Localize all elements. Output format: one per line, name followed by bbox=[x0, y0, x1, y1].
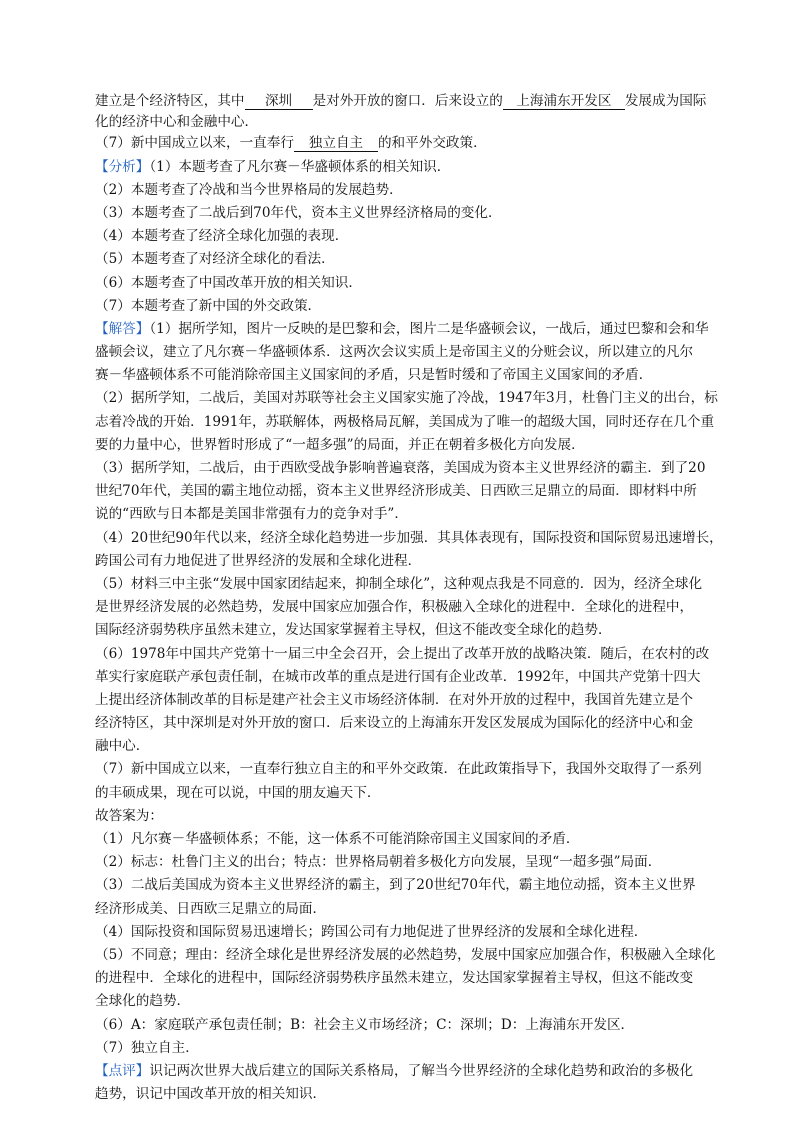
text-line: 的丰硕成果，现在可以说，中国的朋友遍天下． bbox=[95, 784, 381, 801]
text-span: （7）新中国成立以来，一直奉行 bbox=[95, 135, 294, 152]
text-span: 发展成为国际 bbox=[624, 93, 707, 109]
solution-line bbox=[95, 318, 715, 341]
text-span: （1）据所学知，图片一反映的是巴黎和会，图片二是华盛顿会议，一战后，通过巴黎和会和华 bbox=[149, 320, 709, 337]
text-line: 的进程中．全球化的进程中，国际经济弱势秩序虽然未建立，发达国家掌握着主导权，但这不能改变 bbox=[95, 970, 694, 987]
text-line: 赛－华盛顿体系不可能消除帝国主义国家间的矛盾，只是暂时缓和了帝国主义国家间的矛盾． bbox=[95, 367, 653, 384]
text-line: 革实行家庭联产承包责任制，在城市改革的重点是进行国有企业改革．1992年，中国共产党第十四大 bbox=[95, 668, 701, 685]
text-span: 的和平外交政策． bbox=[377, 135, 487, 152]
text-line: 说的“西欧与日本都是美国非常强有力的竞争对手”． bbox=[95, 506, 408, 523]
text-line: （4）本题考查了经济全球化加强的表现． bbox=[95, 228, 349, 245]
text-line: （6）A：家庭联产承包责任制；B：社会主义市场经济；C：深圳；D：上海浦东开发区． bbox=[95, 1016, 635, 1033]
text-line: （3）据所学知，二战后，由于西欧受战争影响普遍衰落，美国成为资本主义世界经济的霸主．到了20 bbox=[95, 460, 706, 476]
text-line: 要的力量中心，世界暂时形成了“一超多强”的局面，并正在朝着多极化方向发展． bbox=[95, 436, 585, 453]
fill-blank-answer: 独立自主 bbox=[294, 135, 378, 152]
text-line: （1）凡尔赛－华盛顿体系；不能，这一体系不可能消除帝国主义国家间的矛盾． bbox=[95, 831, 580, 847]
text-line: 国际经济弱势秩序虽然未建立，发达国家掌握着主导权，但这不能改变全球化的趋势． bbox=[95, 622, 612, 639]
text-line: 全球化的趋势． bbox=[95, 993, 191, 1010]
text-line: 盛顿会议，建立了凡尔赛－华盛顿体系．这两次会议实质上是帝国主义的分赃会议，所以建立的凡尔 bbox=[95, 344, 694, 361]
text-line: 跨国公司有力地促进了世界经济的发展和全球化进程． bbox=[95, 552, 422, 569]
text-line: （3）二战后美国成为资本主义世界经济的霸主，到了20世纪70年代，霸主地位动摇，资本主义世界 bbox=[95, 877, 696, 894]
text-line: （4）20世纪90年代以来，经济全球化趋势进一步加强．其具体表现有，国际投资和国际贸易迅速增长， bbox=[95, 529, 723, 546]
text-line: （5）材料三中主张“发展中国家团结起来，抑制全球化”，这种观点我是不同意的．因为，经济全球化 bbox=[95, 575, 703, 592]
text-span: 识记两次世界大战后建立的国际关系格局，了解当今世界经济的全球化趋势和政治的多极化 bbox=[149, 1062, 694, 1079]
text-line: （2）标志：杜鲁门主义的出台；特点：世界格局朝着多极化方向发展，呈现“一超多强”局面． bbox=[95, 854, 662, 871]
analysis-line bbox=[95, 156, 715, 179]
fill-blank-answer: 上海浦东开发区 bbox=[503, 93, 625, 110]
answer-explanation bbox=[95, 90, 723, 1106]
text-line: （2）据所学知，二战后，美国对苏联等社会主义国家实施了冷战，1947年3月，杜鲁门主义的出台，标 bbox=[95, 390, 718, 407]
text-line: （2）本题考查了冷战和当今世界格局的发展趋势． bbox=[95, 181, 403, 198]
text-line: 融中心． bbox=[95, 738, 150, 755]
text-span: 建立是个经济特区，其中 bbox=[95, 93, 245, 109]
text-line: （7）本题考查了新中国的外交政策． bbox=[95, 297, 322, 314]
text-line bbox=[95, 90, 715, 113]
text-line: （6）本题考查了中国改革开放的相关知识． bbox=[95, 274, 362, 291]
text-line: 世纪70年代，美国的霸主地位动摇，资本主义世界经济形成美、日西欧三足鼎立的局面．即材料中所 bbox=[95, 483, 697, 500]
text-line: （7）独立自主． bbox=[95, 1039, 199, 1056]
analysis-tag: 【分析】 bbox=[95, 158, 150, 175]
text-line: （5）本题考查了对经济全球化的看法． bbox=[95, 251, 335, 268]
text-line bbox=[95, 132, 715, 155]
fill-blank-answer: 深圳 bbox=[245, 93, 313, 110]
text-span: 是对外开放的窗口．后来设立的 bbox=[312, 93, 503, 109]
text-line: （3）本题考查了二战后到70年代，资本主义世界经济格局的变化． bbox=[95, 204, 502, 221]
text-line: 上提出经济体制改革的目标是建产社会主义市场经济体制．在对外开放的过程中，我国首先建立是个 bbox=[95, 691, 694, 708]
text-line: （5）不同意；理由：经济全球化是世界经济发展的必然趋势，发展中国家应加强合作，积极融入全球化 bbox=[95, 946, 716, 963]
text-line: （4）国际投资和国际贸易迅速增长；跨国公司有力地促进了世界经济的发展和全球化进程． bbox=[95, 923, 648, 940]
text-line: 经济特区，其中深圳是对外开放的窗口．后来设立的上海浦东开发区发展成为国际化的经济中心和金 bbox=[95, 715, 694, 732]
text-line: （6）1978年中国共产党第十一届三中全会召开，会上提出了改革开放的战略决策．随后，在农村的改 bbox=[95, 645, 710, 662]
text-line: 化的经济中心和金融中心． bbox=[95, 114, 259, 131]
comment-tag: 【点评】 bbox=[95, 1062, 150, 1079]
text-line: （7）新中国成立以来，一直奉行独立自主的和平外交政策．在此政策指导下，我国外交取得了一系列 bbox=[95, 761, 702, 778]
answer-heading: 故答案为： bbox=[95, 807, 163, 824]
text-line: 是世界经济发展的必然趋势，发展中国家应加强合作，积极融入全球化的进程中．全球化的进程中， bbox=[95, 599, 694, 616]
text-line: 志着冷战的开始．1991年，苏联解体，两极格局瓦解，美国成为了唯一的超级大国，同时还存在几个重 bbox=[95, 413, 715, 430]
text-line: 经济形成美、日西欧三足鼎立的局面． bbox=[95, 900, 327, 917]
comment-line bbox=[95, 1060, 715, 1083]
text-span: （1）本题考查了凡尔赛－华盛顿体系的相关知识． bbox=[149, 158, 451, 175]
solution-tag: 【解答】 bbox=[95, 320, 150, 337]
text-line: 趋势，识记中国改革开放的相关知识． bbox=[95, 1086, 327, 1103]
